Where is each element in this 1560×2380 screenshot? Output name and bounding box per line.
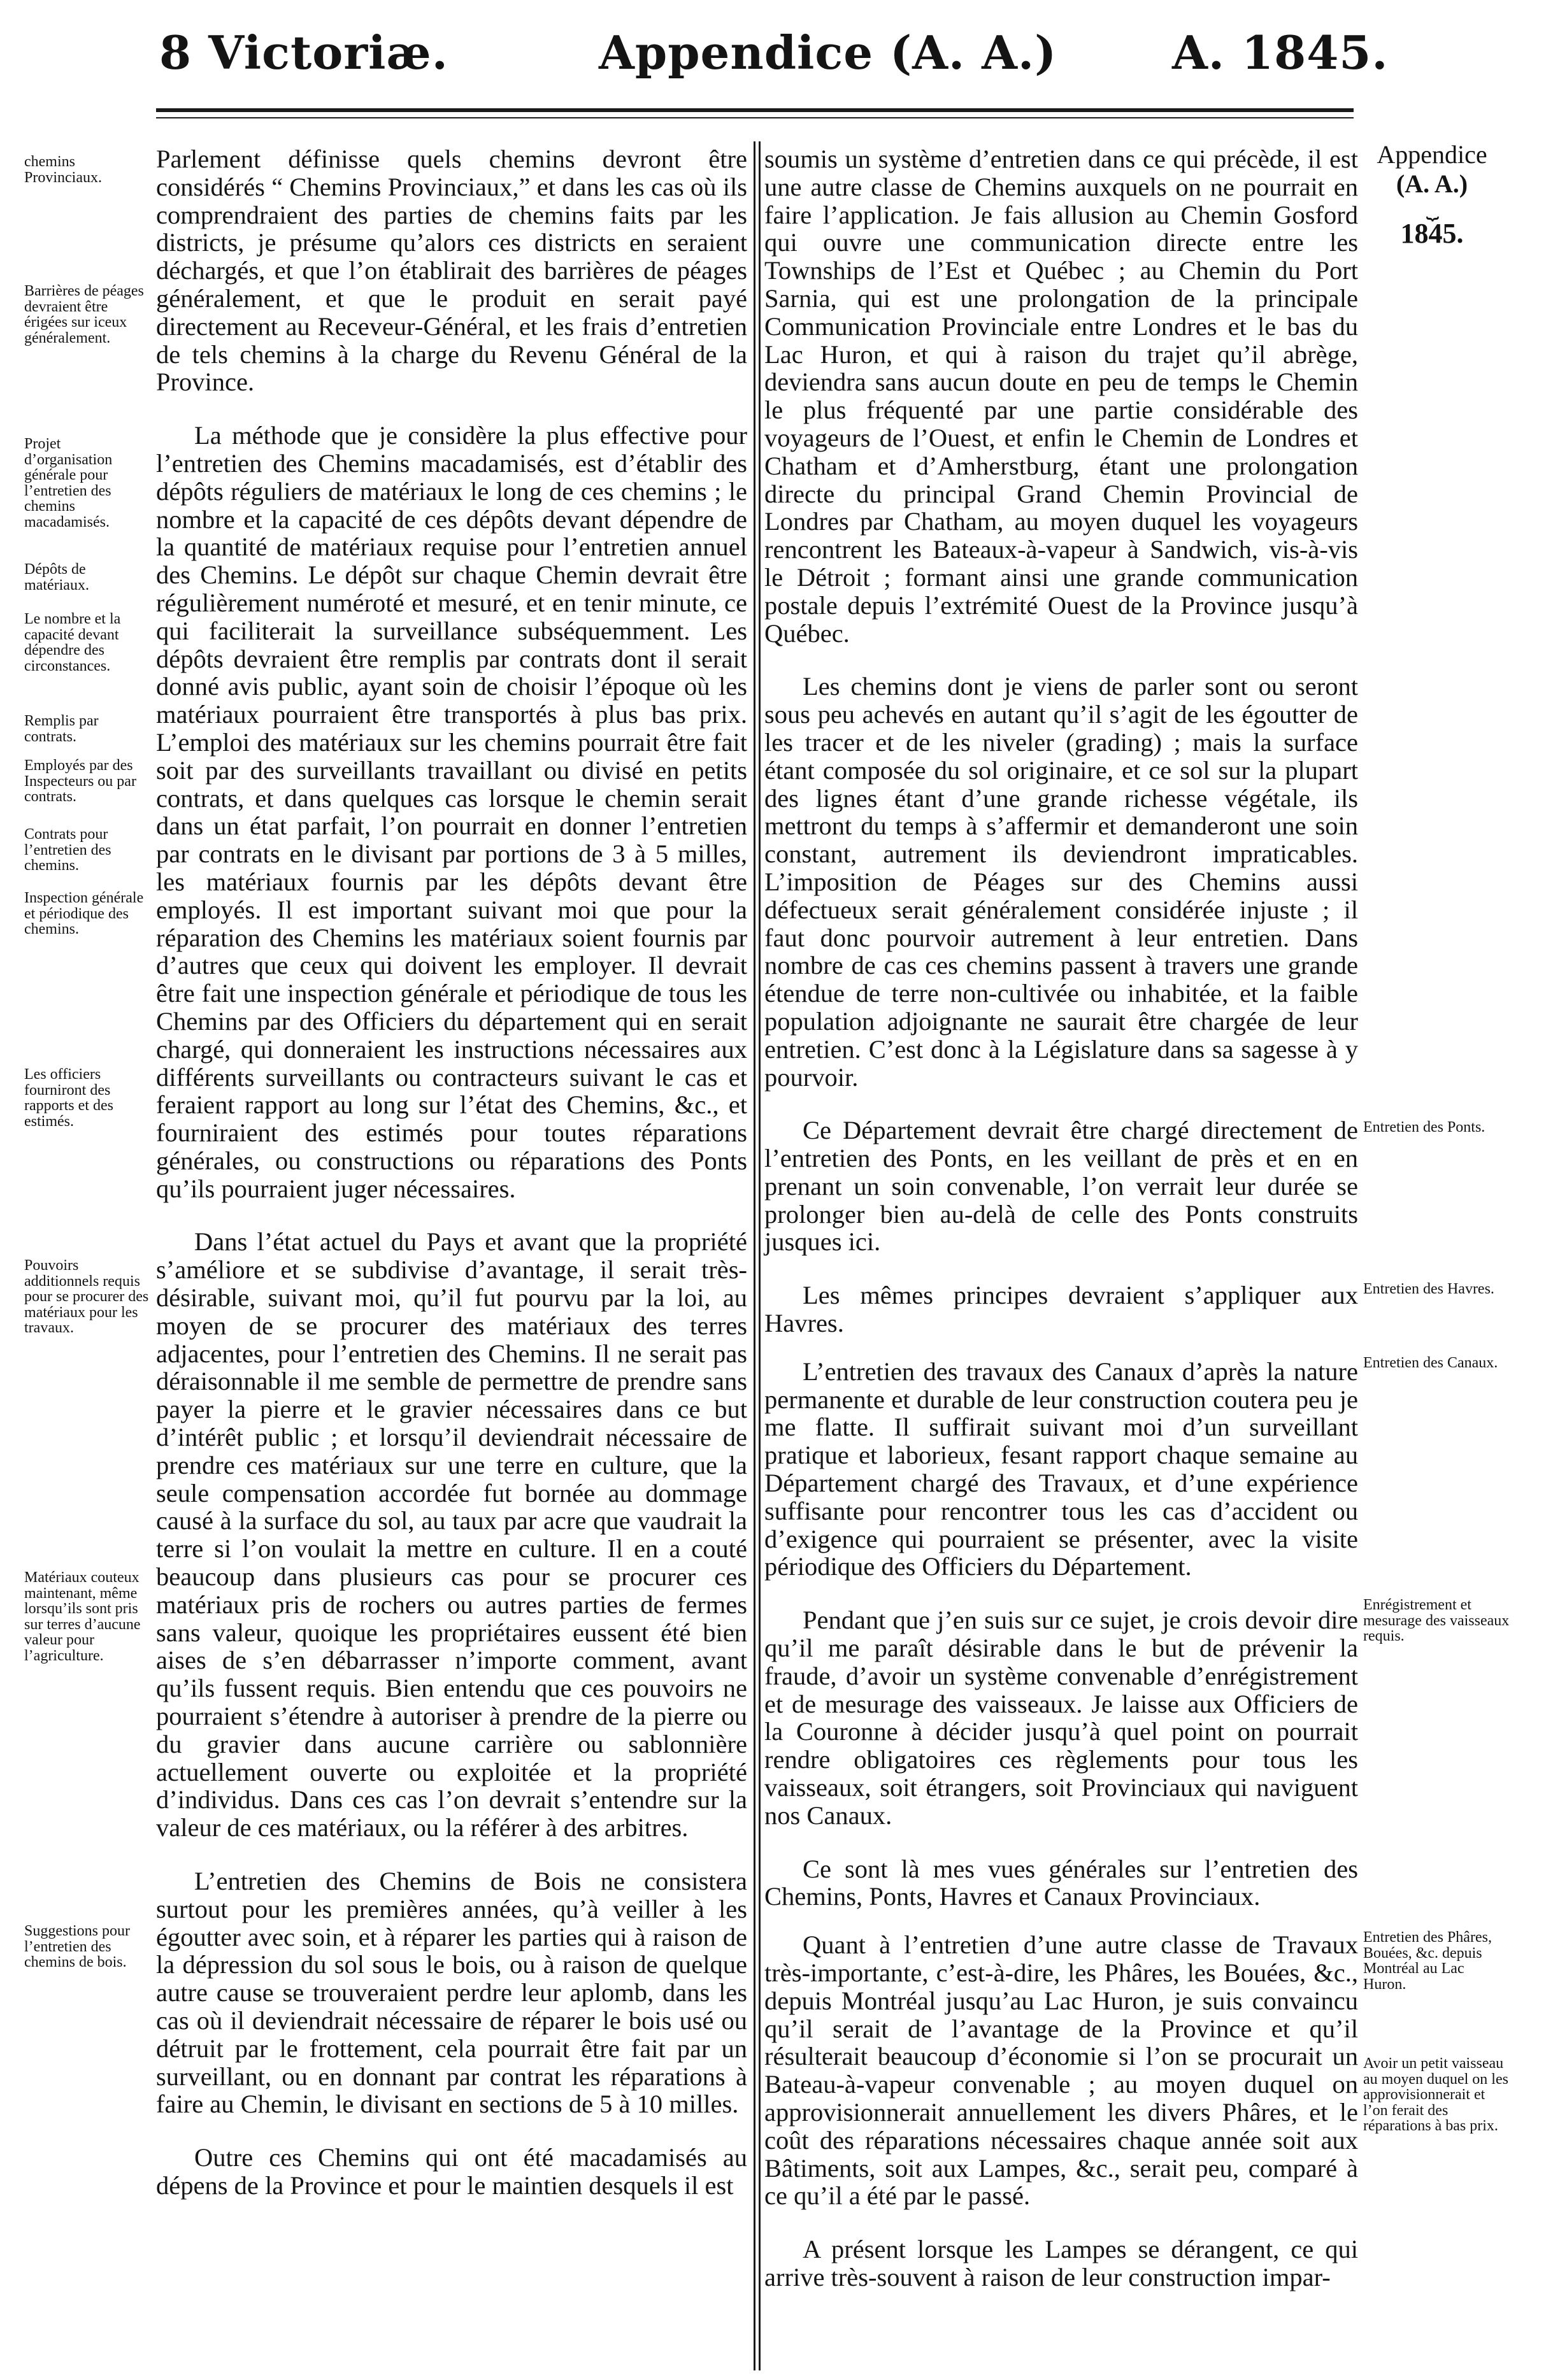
margin-note: Suggestions pour l’entretien des chemins de bois. <box>24 1923 131 1970</box>
column-divider <box>754 141 755 2370</box>
paragraph: Ce sont là mes vues générales sur l’entretien des Chemins, Ponts, Havres et Canaux Provinciaux. <box>764 1854 1358 1911</box>
paragraph: L’entretien des Chemins de Bois ne consistera surtout pour les premières années, qu’à veiller à les égoutter avec soin, et à réparer les parties qui à raison de la dépression du sol sous le bois, ou à raison de quelque autre cause se trouveraient perdre leur aplomb, dans les cas où il deviendrait nécessaire de réparer le bois usé ou détruit par le frottement, cela pourrait être fait par un surveillant, ou en donnant par contrat les réparations à faire au Chemin, le divisant en sections de 5 à 10 milles. <box>156 1867 747 2119</box>
margin-note: Entretien des Havres. <box>1363 1281 1494 1297</box>
margin-note: Projet d’organisation générale pour l’entretien des chemins macadamisés. <box>24 436 113 531</box>
brace-ornament: ⏟ <box>1426 196 1438 220</box>
paragraph: Les mêmes principes devraient s’appliquer aux Havres. <box>764 1281 1358 1338</box>
paragraph: Les chemins dont je viens de parler sont ou seront sous peu achevés en autant qu’il s’agit de les égoutter de les tracer et de les niveler (grading) ; mais la surface étant composée du sol originaire, et ce sol sur la plupart des lignes étant d’une grande richesse végétale, ils mettront du temps à s’affermir et demanderont une soin constant, autrement ils deviendront impraticables. L’imposition de Péages sur des Chemins aussi défectueux serait généralement considérée injuste ; il faut donc pourvoir autrement à leur entretien. Dans nombre de cas ces chemins passent à travers une grande étendue de terre non-cultivée ou inhabitée, et la faible population adjoignante ne saurait être chargée de leur entretien. C’est donc à la Législature dans sa sagesse à y pourvoir. <box>764 672 1358 1092</box>
right-text-column <box>764 145 1358 2317</box>
column-divider <box>759 141 761 2370</box>
margin-note: Matériaux couteux maintenant, même lorsqu’ils sont pris sur terres d’aucune valeur pour l’agriculture. <box>24 1569 141 1664</box>
paragraph: A présent lorsque les Lampes se dérangent, ce qui arrive très-souvent à raison de leur construction impar- <box>764 2235 1358 2291</box>
margin-note: Entretien des Canaux. <box>1363 1355 1498 1371</box>
paragraph: Ce Département devrait être chargé directement de l’entretien des Ponts, en les veillant de près et en en prenant un soin convenable, l’on verrait leur durée se prolonger bien au-delà de celle des Ponts construits jusques ici. <box>764 1116 1358 1257</box>
margin-note: Employés par des Inspecteurs ou par contrats. <box>24 757 136 805</box>
appendix-marker-code: (A. A.) <box>1396 169 1468 198</box>
appendix-marker-year: 1845. <box>1400 218 1464 249</box>
left-text-column <box>156 145 747 2225</box>
appendix-marker <box>1368 140 1496 250</box>
margin-note: chemins Provinciaux. <box>24 153 102 186</box>
margin-note: Barrières de péages devraient être érigées sur iceux généralement. <box>24 283 144 346</box>
header-rule-thin <box>156 117 1354 118</box>
paragraph: Outre ces Chemins qui ont été macadamisés au dépens de la Province et pour le maintien desquels il est <box>156 2143 747 2200</box>
header-year: A. 1845. <box>1172 25 1389 80</box>
margin-note: Entretien des Phâres, Bouées, &c. depuis Montréal au Lac Huron. <box>1363 1929 1492 1993</box>
margin-note: Dépôts de matériaux. <box>24 561 89 594</box>
margin-note: Pouvoirs additionnels requis pour se procurer des matériaux pour les travaux. <box>24 1257 149 1336</box>
margin-note: Remplis par contrats. <box>24 713 99 745</box>
appendix-marker-label: Appendice <box>1377 140 1487 169</box>
paragraph: soumis un système d’entretien dans ce qui précède, il est une autre classe de Chemins auxquels on ne pourrait en faire l’application. Je fais allusion au Chemin Gosford qui ouvre une communication directe entre les Townships de l’Est et Québec ; au Chemin du Port Sarnia, qui est une prolongation de la principale Communication Provinciale entre Londres et le bas du Lac Huron, et qui à raison du trajet qu’il abrège, deviendra sans aucun doute en peu de temps le Chemin le plus fréquenté par une partie considérable des voyageurs de l’Ouest, et enfin le Chemin de Londres et Chatham et d’Amherstburg, étant une prolongation directe du principal Grand Chemin Provincial de Londres par Chatham, au moyen duquel les voyageurs rencontrent les Bateaux-à-vapeur à Sandwich, vis-à-vis le Détroit ; formant ainsi une grande communication postale depuis l’extrémité Ouest de la Province jusqu’à Québec. <box>764 145 1358 648</box>
margin-note: Entretien des Ponts. <box>1363 1119 1485 1136</box>
header-rule-thick <box>156 108 1354 112</box>
margin-note: Avoir un petit vaisseau au moyen duquel on les approvisionnerait et l’on ferait des réparations à bas prix. <box>1363 2055 1508 2134</box>
margin-note: Le nombre et la capacité devant dépendre des circonstances. <box>24 611 121 674</box>
paragraph: Dans l’état actuel du Pays et avant que la propriété s’améliore et se subdivise d’avantage, il serait très-désirable, suivant moi, qu’il fut pourvu par la loi, au moyen de se procurer des matériaux des terres adjacentes, pour l’entretien des Chemins. Il ne serait pas déraisonnable il me semble de permettre de prendre sans payer la pierre et le gravier nécessaires dans ce but d’intérêt public ; et lorsqu’il deviendrait nécessaire de prendre ces matériaux sur une terre en culture, que la seule compensation accordée fut bornée au dommage causé à la surface du sol, au taux par acre que vaudrait la terre si l’on voulait la mettre en culture. Il en a couté beaucoup dans plusieurs cas pour se procurer ces matériaux pris de rochers ou autres parties de fermes sans valeur, quoique les propriétaires eussent été bien aises de s’en débarrasser n’importe comment, avant qu’ils fussent requis. Bien entendu que ces pouvoirs ne pourraient s’étendre à autoriser à prendre de la pierre ou du gravier dans aucune carrière ou sablonnière actuellement ouverte ou exploitée et la propriété d’individus. Dans ces cas l’on devrait s’entendre sur la valeur de ces matériaux, ou la référer à des arbitres. <box>156 1227 747 1842</box>
paragraph: L’entretien des travaux des Canaux d’après la nature permanente et durable de leur construction coutera peu je me flatte. Il suffirait suivant moi d’un surveillant pratique et laborieux, fesant rapport chaque semaine au Département chargé des Travaux, et d’une expérience suffisante pour rencontrer tous les cas d’accident ou d’exigence qui pourraient se présenter, avec la visite périodique des Officiers du Département. <box>764 1357 1358 1581</box>
margin-note: Enrégistrement et mesurage des vaisseaux requis. <box>1363 1597 1510 1644</box>
paragraph: Quant à l’entretien d’une autre classe de Travaux très-importante, c’est-à-dire, les Phâres, les Bouées, &c., depuis Montréal jusqu’au Lac Huron, je suis convaincu qu’il serait de l’avantage de la Province et qu’il résulterait beaucoup d’économie si l’on se procurait un Bateau-à-vapeur convenable ; au moyen duquel on approvisionnerait annuellement les divers Phâres, et le coût des réparations nécessaires chaque année soit aux Bâtiments, soit aux Lampes, &c., serait peu, comparé à ce qu’il a été par le passé. <box>764 1930 1358 2211</box>
margin-note: Inspection générale et périodique des chemins. <box>24 890 144 937</box>
margin-note: Contrats pour l’entretien des chemins. <box>24 826 111 874</box>
header-regnal-year: 8 Victoriæ. <box>159 25 448 80</box>
paragraph: Parlement définisse quels chemins devront être considérés “ Chemins Provinciaux,” et dans les cas où ils comprendraient des parties de chemins faits par les districts, je présume qu’alors ces districts en seraient déchargés, et que l’on établirait des barrières de péages généralement, et que le produit en serait payé directement au Receveur-Général, et les frais d’entretien de tels chemins à la charge du Revenu Général de la Province. <box>156 145 747 397</box>
paragraph: La méthode que je considère la plus effective pour l’entretien des Chemins macadamisés, est d’établir des dépôts réguliers de matériaux le long de ces chemins ; le nombre et la capacité de ces dépôts devant dépendre de la quantité de matériaux requise pour l’entretien annuel des Chemins. Le dépôt sur chaque Chemin devrait être régulièrement numéroté et mesuré, et en tenir minute, ce qui faciliterait la surveillance subséquemment. Les dépôts devraient être remplis par contrats dont il serait donné avis public, ayant soin de choisir l’époque où les matériaux pourraient être transportés à plus bas prix. L’emploi des matériaux sur les chemins pourrait être fait soit par des surveillants travaillant ou divisé en petits contrats, et dans quelques cas lorsque le chemin serait dans un état parfait, l’on pourrait en donner l’entretien par contrats en le divisant par portions de 3 à 5 milles, les matériaux fournis par les dépôts devant être employés. Il est important suivant moi que pour la réparation des Chemins les matériaux soient fournis par d’autres que ceux qui doivent les employer. Il devrait être fait une inspection générale et périodique de tous les Chemins par des Officiers du département qui en serait chargé, qui donneraient les instructions nécessaires aux différents surveillants ou contracteurs suivant le cas et feraient rapport au long sur l’état des Chemins, &c., et fourniraient des estimés pour toutes réparations générales, ou constructions ou réparations des Ponts qu’ils pourraient juger nécessaires. <box>156 421 747 1203</box>
paragraph: Pendant que j’en suis sur ce sujet, je crois devoir dire qu’il me paraît désirable dans le but de prévenir la fraude, d’avoir un système convenable d’enrégistrement et de mesurage des vaisseaux. Je laisse aux Officiers de la Couronne à décider jusqu’à quel point on pourrait rendre obligatoires ces règlements pour tous les vaisseaux, soit étrangers, soit Provinciaux qui naviguent nos Canaux. <box>764 1606 1358 1830</box>
header-appendix-title: Appendice (A. A.) <box>599 25 1057 80</box>
margin-note: Les officiers fourniront des rapports et des estimés. <box>24 1066 113 1130</box>
